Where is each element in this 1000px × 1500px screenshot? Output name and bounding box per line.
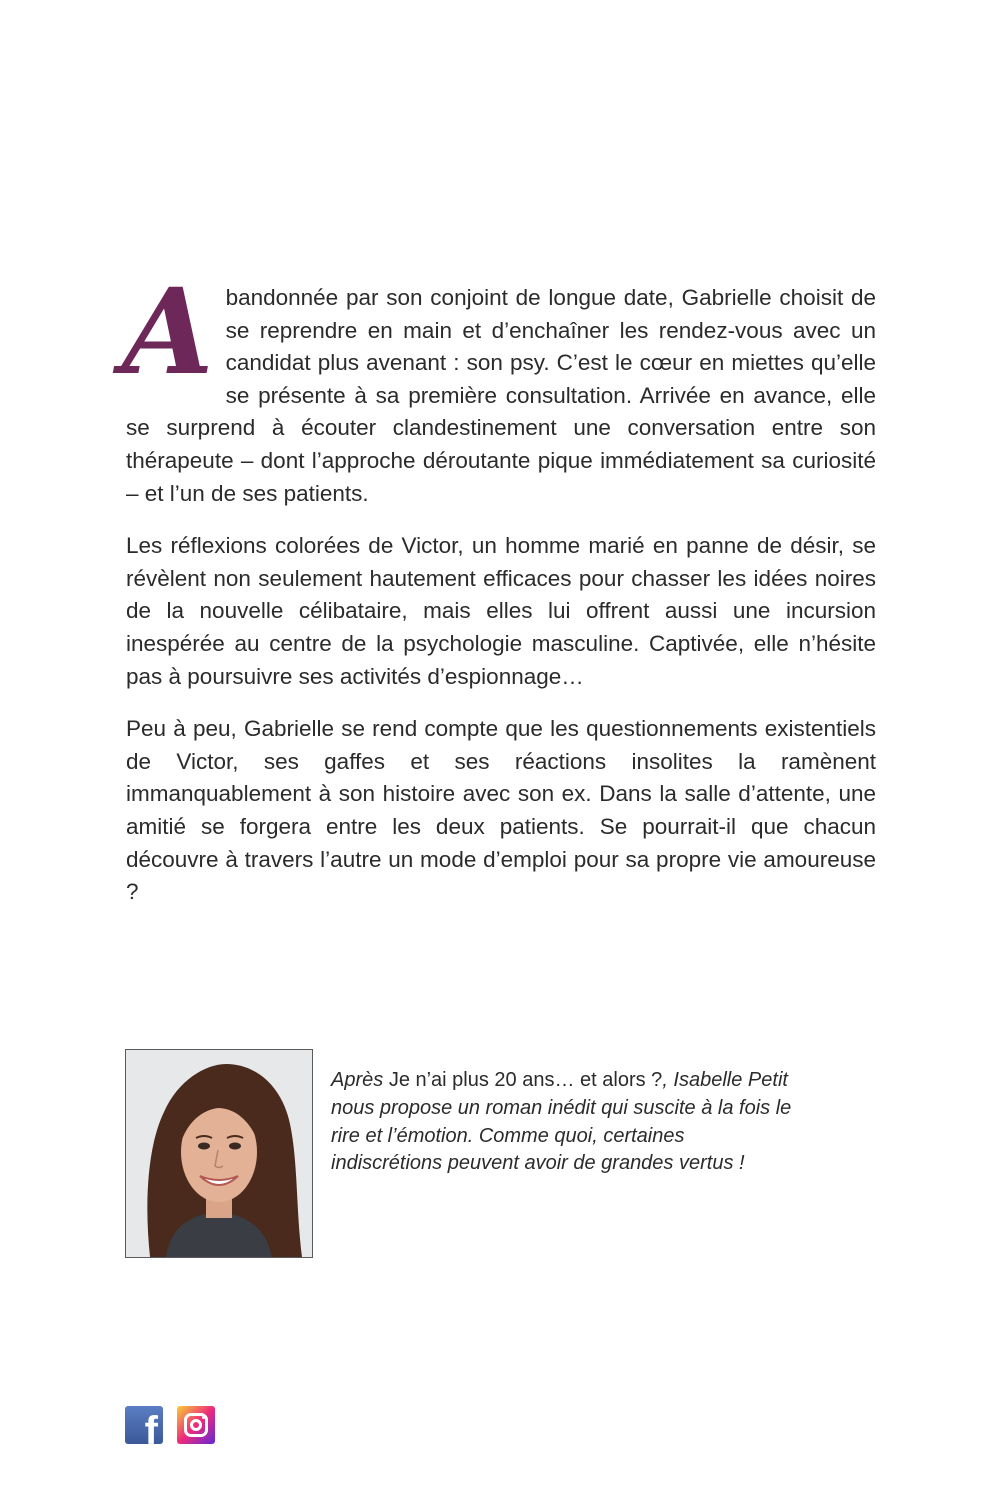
author-note — [331, 1067, 801, 1178]
back-cover-blurb — [122, 262, 876, 929]
previous-book-title: Je n’ai plus 20 ans… et alors ? — [388, 1069, 663, 1091]
instagram-icon[interactable] — [177, 1406, 215, 1444]
blurb-paragraph-1 — [122, 262, 876, 510]
blurb-paragraph-2: Les réflexions colorées de Victor, un homme marié en panne de désir, se révèlent non seulement hautement efficaces pour chasser les idées noires de la nouvelle célibataire, mais elles lui offrent aussi une incursion inespérée au centre de la psychologie masculine. Captivée, elle n’hésite pas à poursuivre ses activités d’espionnage… — [126, 533, 876, 689]
author-note-lead: Après — [331, 1069, 389, 1091]
social-links — [125, 1406, 215, 1453]
author-photo — [125, 1049, 313, 1258]
author-note-rest: , Isabelle Petit nous propose un roman inédit qui suscite à la fois le rire et l’émotion. Comme quoi, certaines indiscrétions peuvent avoir de grandes vertus ! — [331, 1069, 792, 1175]
instagram-lens — [190, 1419, 202, 1431]
author-portrait-illustration — [126, 1050, 312, 1257]
facebook-icon[interactable] — [125, 1406, 163, 1453]
facebook-glyph: f — [144, 1409, 158, 1453]
blurb-paragraph-1-text: bandonnée par son conjoint de longue date, Gabrielle choisit de se reprendre en main et d’enchaîner les rendez-vous avec un candidat plus avenant : son psy. C’est le cœur en miettes qu’elle se présente à sa première consultation. Arrivée en avance, elle se surprend à écouter clandestinement une conversation entre son thérapeute – dont l’approche déroutante pique immédiatement sa curiosité – et l’un de ses patients. — [126, 285, 876, 506]
blurb-paragraph-3: Peu à peu, Gabrielle se rend compte que les questionnements existentiels de Victor, ses gaffes et ses réactions insolites la ramènent immanquablement à son histoire avec son ex. Dans la salle d’attente, une amitié se forgera entre les deux patients. Se pourrait-il que chacun découvre à travers l’autre un mode d’emploi pour sa propre vie amoureuse ? — [126, 716, 876, 905]
drop-cap: A — [122, 262, 214, 401]
instagram-dot — [202, 1416, 205, 1419]
